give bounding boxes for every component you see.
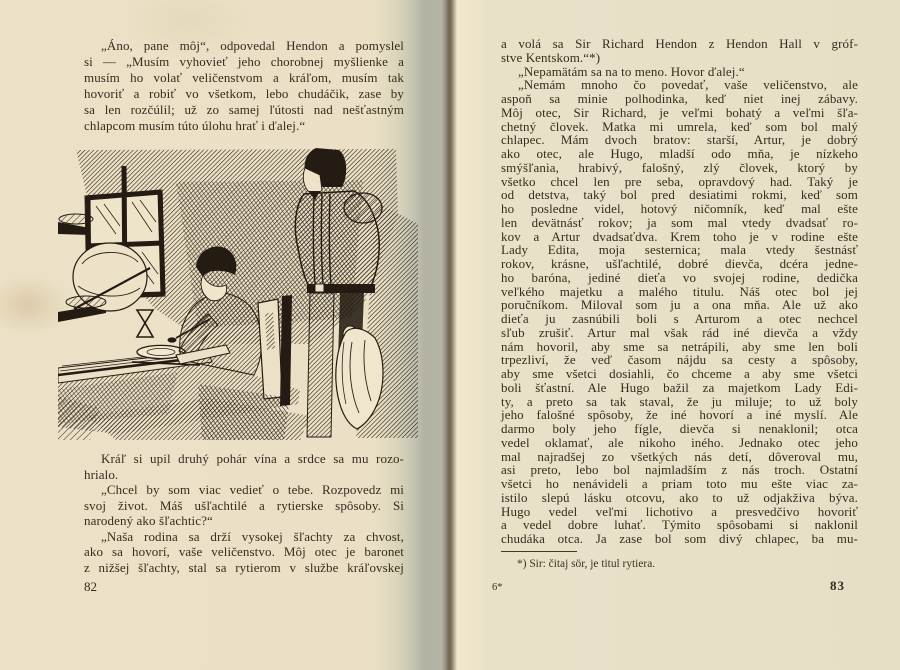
- printer-signature-mark: 6*: [492, 582, 503, 593]
- right-page-text: a volá sa Sir Richard Hendon z Hendon Hall v gróf- stve Kentskom.“*) „Nepamätám sa na to meno. Hovor ďalej.“ „Nemám mnoho čo povedať, vaše veličenstvo, ale aspoň sa minie polhodinka, keď niet inej zábavy. Môj otec, Sir Richard, je veľmi bohatý a veľmi šľa- chetný človek. Matka mi umrela, keď som bol malý chlapec. Mám dvoch bratov: starší, Artur, je dobrý ako otec, ale Hugo, mladší odo mňa, je nízkeho smýšľania, hrabivý, falošný, zlý človek, ktorý by všetko chcel len pre seba, opravdový had. Taký je od detstva, taký bol pred desiatimi rokmi, keď som ho posledne videl, hotový ničomník, keď mal ešte len devätnásť rokov; ja som mal vtedy dvadsať ro- kov a Artur dvadsaťdva. Krem toho je v rodine ešte Lady Edita, moja sesternica; mala vtedy šestnásť rokov, krásne, ušľachtilé, dobré dievča, dcéra jedne- ho baróna, jediné dieťa vo svojej rodine, dedička veľkého majetku a malého titulu. Náš otec bol jej poručníkom. Miloval som ju a ona mňa. Ale už ako dieťa ju zasnúbili boli s Arturom a otec nechcel sľub zrušiť. Artur mal však rád iné dievča a vždy nám hovoril, aby sme sa netrápili, aby sme len boli trpezliví, že veď časom nájdu sa cesty a spôsoby, aby sme všetci dosiahli, čo chceme a aby sme všetci boli šťastní. Ale Hugo bažil za majetkom Lady Edi- ty, a preto sa tak staval, že ju miluje; to už boly jeho falošné spôsoby, že iné hovorí a iné myslí. Ale darmo boly jeho fígle, dievča si nenaklonil; otca vedel oklamať, ale nikoho iného. Jednako otec jeho mal najradšej zo všetkých nás detí, dôveroval mu, asi preto, lebo bol najmladším z nás troch. Ostatní všetci ho nenávideli a priam toto mu ešte viac za- istilo slepú lásku otcovu, ako to už odjakživa býva. Hugo vedel veľmi lichotivo a presvedčivo hovoriť a vedel dobre luhať. Týmito spôsobami si naklonil chudáka otca. Ja zase bol som divý chlapec, ba mu-: [501, 36, 858, 546]
- right-page-number: 83: [830, 578, 845, 593]
- illustration-chair: [258, 295, 292, 406]
- footnote-text: *) Sir: čitaj sör, je titul rytiera.: [517, 558, 656, 570]
- left-page-top-text: „Áno, pane môj“, odpovedal Hendon a pomyslel si — „Musím vyhovieť jeho chorobnej myšlienke a musím ho volať veličenstvom a kráľom, musím tak hovoriť a robiť vo všetkom, lebo chudáčik, zase by sa len rozčúlil; už zo samej ľútosti nad nešťastným chlapcom musím túto úlohu hrať i ďalej.“: [84, 38, 404, 133]
- left-page-bottom-text: Kráľ si upil druhý pohár vína a srdce sa mu rozo- hrialo. „Chcel by som viac vedieť o tebe. Rozpovedz mi svoj život. Máš ušľachtilé a rytierske spôsoby. Si narodený ako šľachtic?“ „Naša rodina sa drží vysokej šľachty za chvost, ako sa hovorí, vaše veličenstvo. Môj otec je baronet z nižšej šľachty, stal sa rytierom v službe kráľovskej: [84, 451, 404, 575]
- left-page-number: 82: [84, 579, 97, 594]
- footnote-rule: [501, 551, 577, 552]
- book-illustration: [58, 146, 420, 440]
